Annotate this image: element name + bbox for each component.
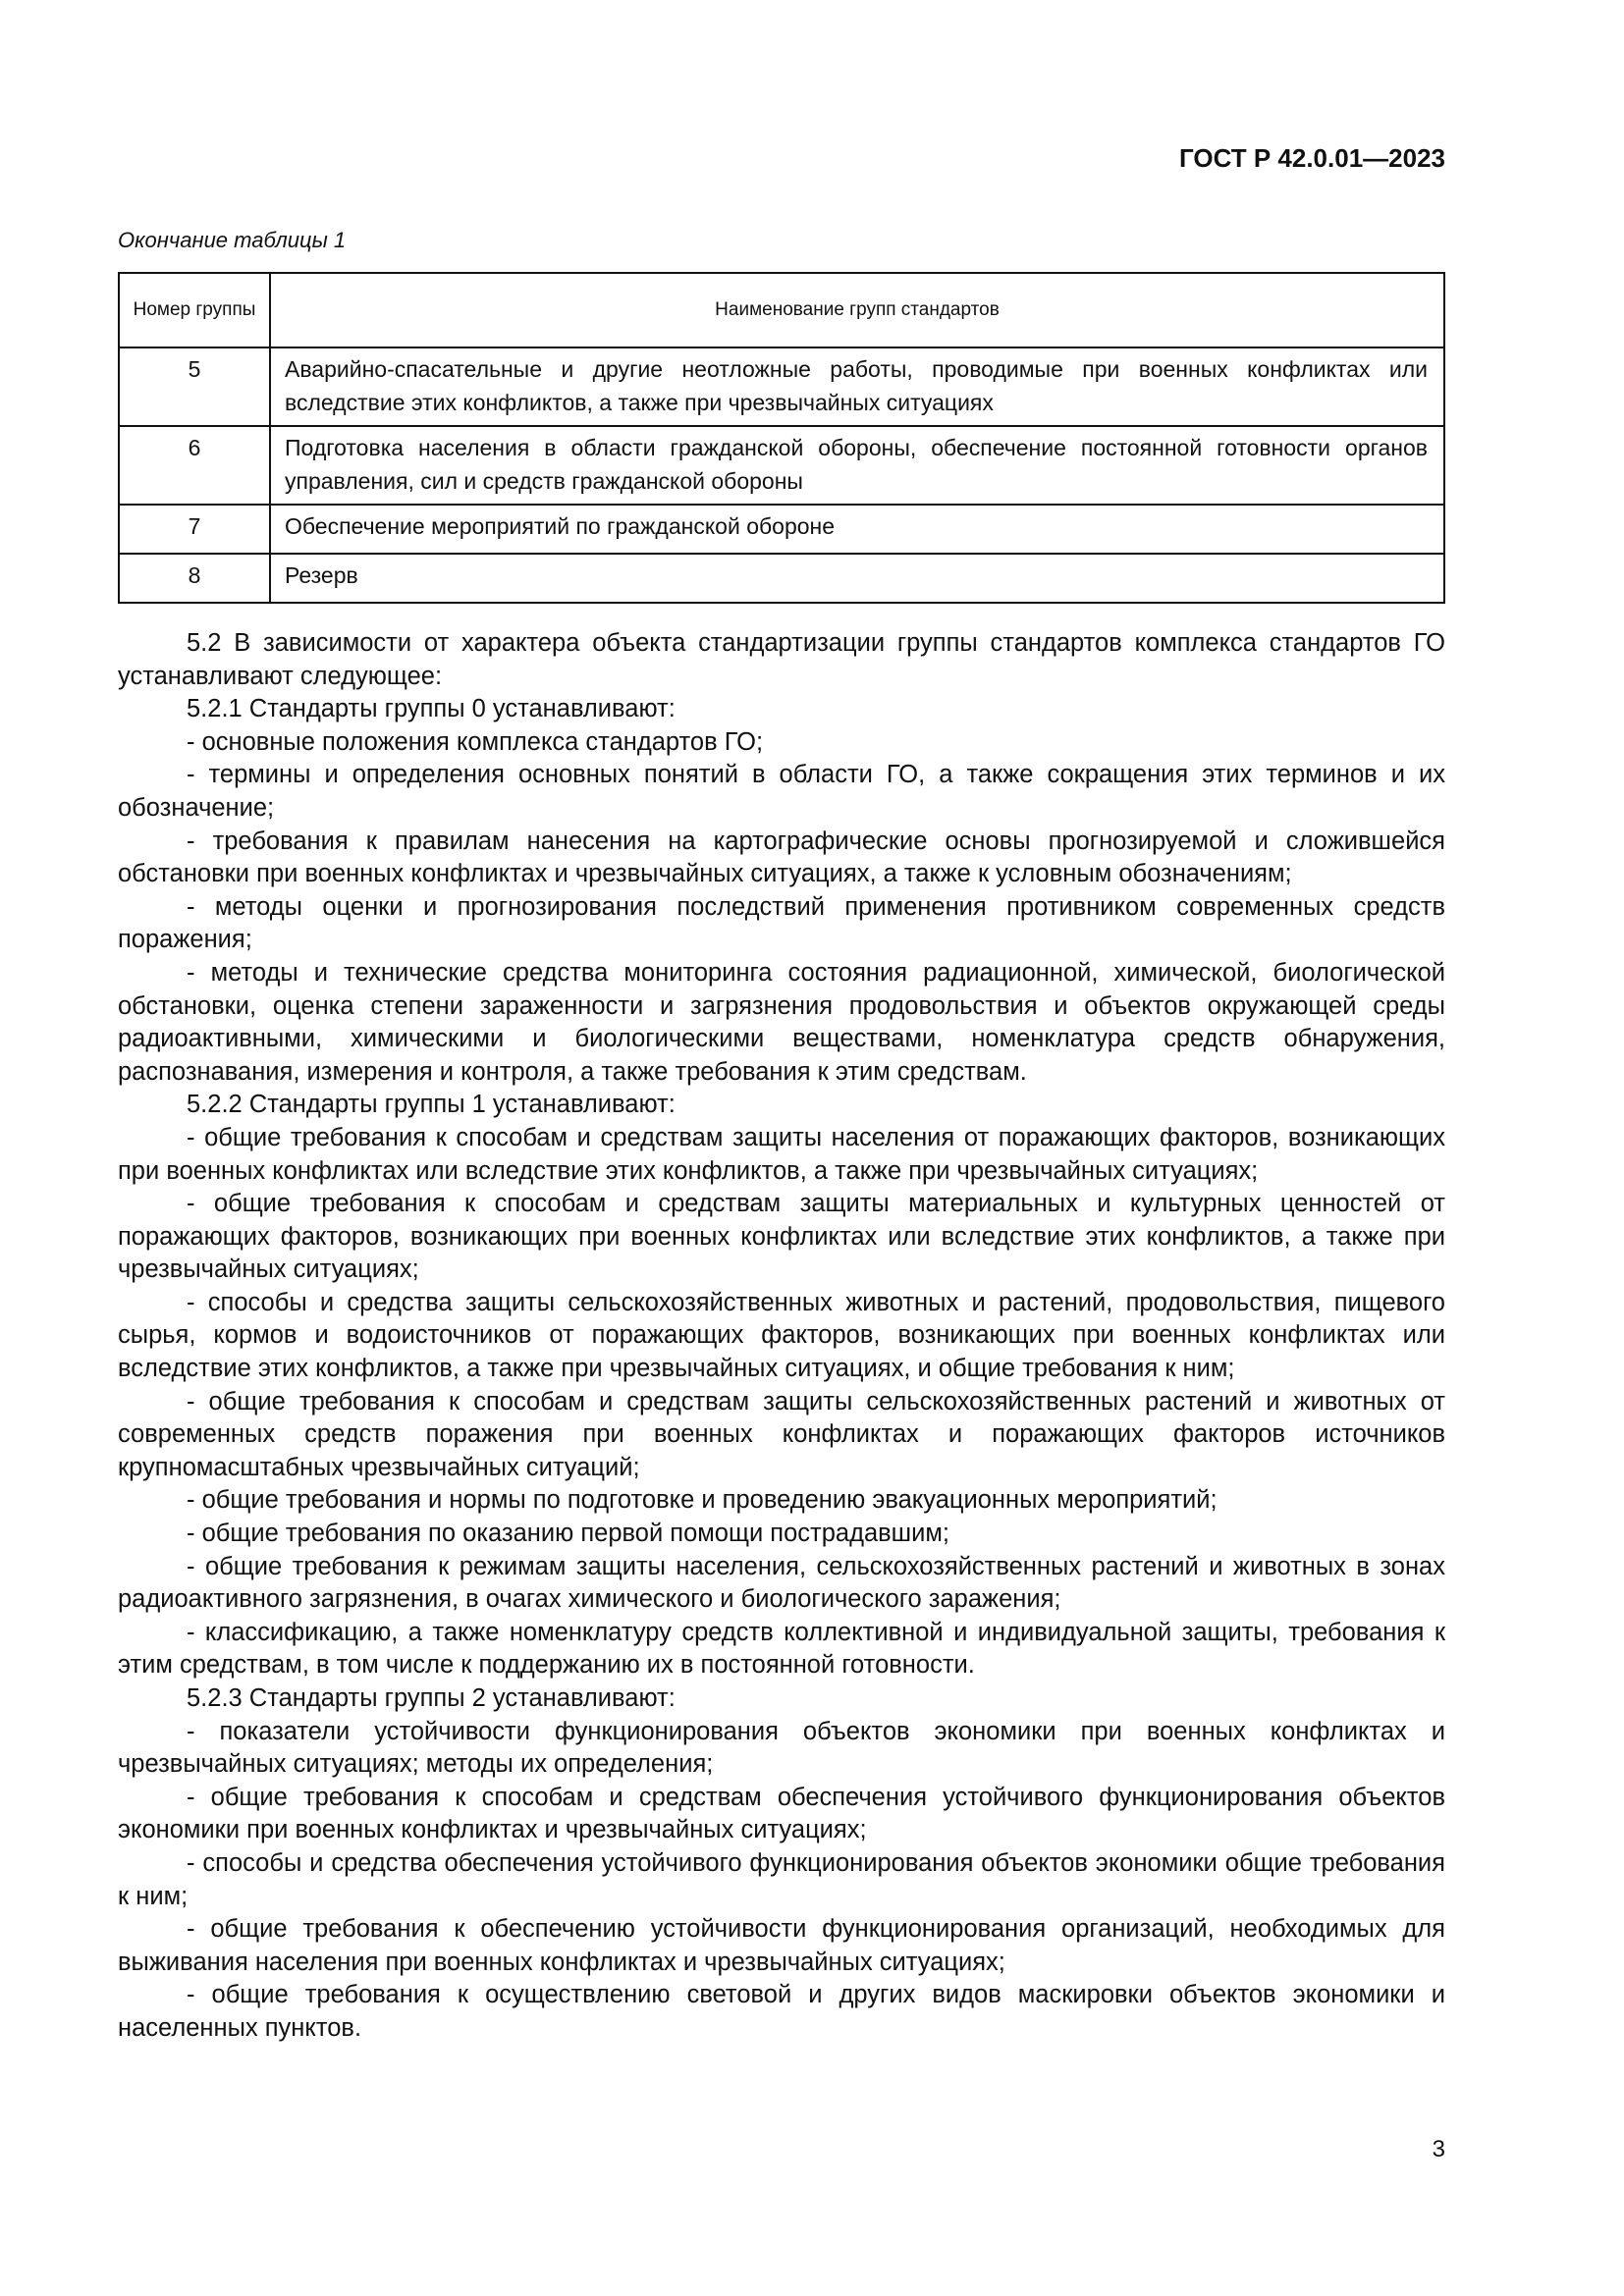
group-number: 8 xyxy=(119,554,270,603)
list-item: - способы и средства защиты сельскохозяйственных животных и растений, продовольствия, пищевого сырья, кормов и водоисточников от поражающих факторов, возникающих при военных конфликтах или вследствие этих конфликтов, а также при чрезвычайных ситуациях, и общие требования к ним; xyxy=(118,1288,1445,1383)
list-item: - общие требования к способам и средствам защиты сельскохозяйственных растений и животных от современных средств поражения при военных конфликтах и поражающих факторов источников крупномасштабных чрезвычайных ситуаций; xyxy=(118,1387,1445,1481)
clause-5-2: 5.2 В зависимости от характера объекта стандартизации группы стандартов комплекса стандартов ГО устанавливают следующее: xyxy=(118,629,1445,690)
column-header-number: Номер группы xyxy=(119,273,270,347)
table-row xyxy=(119,505,1444,554)
list-item: - общие требования к режимам защиты населения, сельскохозяйственных растений и животных в зонах радиоактивного загрязнения, в очагах химического и биологического заражения; xyxy=(118,1552,1445,1614)
list-item: - общие требования и нормы по подготовке и проведению эвакуационных мероприятий; xyxy=(187,1486,1218,1515)
group-name: Резерв xyxy=(270,554,1444,603)
list-item: - общие требования по оказанию первой помощи пострадавшим; xyxy=(187,1520,950,1548)
list-item: - требования к правилам нанесения на картографические основы прогнозируемой и сложившейся обстановки при военных конфликтах и чрезвычайных ситуациях, а также к условным обозначениям; xyxy=(118,827,1445,888)
list-item: - классификацию, а также номенклатуру средств коллективной и индивидуальной защиты, требования к этим средствам, в том числе к поддержанию их в постоянной готовности. xyxy=(118,1618,1445,1680)
column-header-name: Наименование групп стандартов xyxy=(270,273,1444,347)
list-item: - общие требования к осуществлению световой и других видов маскировки объектов экономики и населенных пунктов. xyxy=(118,1981,1445,2042)
group-number: 6 xyxy=(119,426,270,505)
group-name: Аварийно-спасательные и другие неотложные работы, проводимые при военных конфликтах или вследствие этих конфликтов, а также при чрезвычайных ситуациях xyxy=(270,347,1444,426)
table-row xyxy=(119,426,1444,505)
list-item: - общие требования к способам и средствам защиты материальных и культурных ценностей от поражающих факторов, возникающих при военных конфликтах или вследствие этих конфликтов, а также при чрезвычайных ситуациях; xyxy=(118,1190,1445,1284)
body-text xyxy=(118,627,1445,2046)
clause-5-2-1: 5.2.1 Стандарты группы 0 устанавливают: xyxy=(187,695,676,723)
table-row xyxy=(119,554,1444,603)
list-item: - методы и технические средства мониторинга состояния радиационной, химической, биологической обстановки, оценка степени зараженности и загрязнения продовольствия и объектов окружающей среды радиоактивными, химическими и биологическими веществами, номенклатура средств обнаружения, распознавания, измерения и контроля, а также требования к этим средствам. xyxy=(118,958,1445,1086)
group-number: 5 xyxy=(119,347,270,426)
group-name: Подготовка населения в области гражданской обороны, обеспечение постоянной готовности органов управления, сил и средств гражданской обороны xyxy=(270,426,1444,505)
groups-table xyxy=(118,272,1445,604)
list-item: - общие требования к способам и средствам обеспечения устойчивого функционирования объектов экономики при военных конфликтах и чрезвычайных ситуациях; xyxy=(118,1783,1445,1844)
clause-5-2-2: 5.2.2 Стандарты группы 1 устанавливают: xyxy=(187,1091,676,1119)
list-item: - показатели устойчивости функционирования объектов экономики при военных конфликтах и чрезвычайных ситуациях; методы их определения; xyxy=(118,1717,1445,1779)
table-row xyxy=(119,347,1444,426)
clause-5-2-3: 5.2.3 Стандарты группы 2 устанавливают: xyxy=(187,1684,676,1712)
list-item: - основные положения комплекса стандартов ГО; xyxy=(187,727,764,756)
table-caption: Окончание таблицы 1 xyxy=(118,228,347,252)
page-number: 3 xyxy=(1432,2136,1445,2163)
list-item: - общие требования к способам и средствам защиты населения от поражающих факторов, возникающих при военных конфликтах или вследствие этих конфликтов, а также при чрезвычайных ситуациях; xyxy=(118,1123,1445,1185)
list-item: - методы оценки и прогнозирования последствий применения противником современных средств поражения; xyxy=(118,892,1445,954)
list-item: - термины и определения основных понятий в области ГО, а также сокращения этих терминов и их обозначение; xyxy=(118,761,1445,822)
list-item: - способы и средства обеспечения устойчивого функционирования объектов экономики общие требования к ним; xyxy=(118,1848,1445,1910)
group-number: 7 xyxy=(119,505,270,554)
table-header-row xyxy=(119,273,1444,347)
list-item: - общие требования к обеспечению устойчивости функционирования организаций, необходимых для выживания населения при военных конфликтах и чрезвычайных ситуациях; xyxy=(118,1915,1445,1976)
group-name: Обеспечение мероприятий по гражданской обороне xyxy=(270,505,1444,554)
document-designation: ГОСТ Р 42.0.01—2023 xyxy=(1178,143,1445,173)
